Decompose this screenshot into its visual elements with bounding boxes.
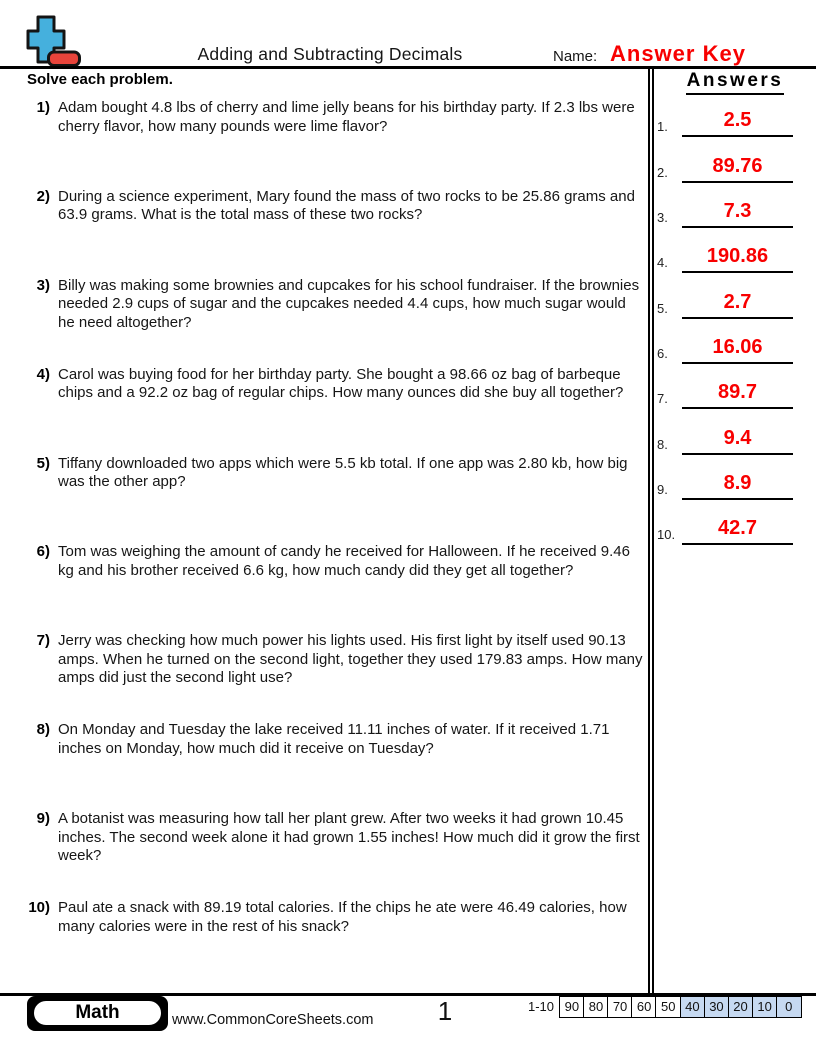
score-cell: 50 xyxy=(655,996,681,1018)
problem-number: 6) xyxy=(36,543,50,561)
problem-item xyxy=(0,632,648,721)
problem-number: 1) xyxy=(36,99,50,116)
answer-number: 4. xyxy=(657,255,668,271)
problem-item xyxy=(0,543,648,632)
answers-title: Answers xyxy=(686,70,785,95)
answers-list xyxy=(653,92,794,545)
answer-value: 42.7 xyxy=(682,517,793,545)
problem-number: 4) xyxy=(36,365,50,383)
answer-number: 7. xyxy=(657,391,668,407)
answer-row xyxy=(653,228,794,273)
problem-item xyxy=(0,99,648,188)
answer-value: 16.06 xyxy=(682,336,793,364)
header-rule xyxy=(0,66,816,69)
problem-text: Tiffany downloaded two apps which were 5.5 kb total. If one app was 2.80 kb, how big was the other app? xyxy=(58,454,628,491)
instructions-text: Solve each problem. xyxy=(27,71,173,88)
problem-number: 10) xyxy=(28,899,50,917)
answer-row xyxy=(653,409,794,454)
problem-text: On Monday and Tuesday the lake received 11.11 inches of water. If it received 1.71 inches on Monday, how much did it receive on Tuesday? xyxy=(58,721,610,757)
answer-key-text: Answer Key xyxy=(610,41,746,66)
answer-value: 190.86 xyxy=(682,245,793,273)
answer-row xyxy=(653,500,794,545)
answer-number: 9. xyxy=(657,481,668,497)
answer-number: 1. xyxy=(657,119,668,135)
problem-number: 9) xyxy=(36,810,50,828)
problem-item xyxy=(0,366,648,455)
answer-value: 2.7 xyxy=(682,291,793,319)
score-cell: 30 xyxy=(704,996,730,1018)
answer-row xyxy=(653,455,794,500)
answer-number: 8. xyxy=(657,436,668,452)
score-cell: 0 xyxy=(776,996,802,1018)
website-text: www.CommonCoreSheets.com xyxy=(172,1012,374,1028)
problem-number: 3) xyxy=(36,276,50,294)
score-range-label: 1-10 xyxy=(528,999,555,1014)
problem-text: Billy was making some brownies and cupcakes for his school fundraiser. If the brownies needed 2.9 cups of sugar and the cupcakes needed 4.4 cups, how much sugar would he need altogether? xyxy=(58,276,640,331)
problem-number: 7) xyxy=(36,632,50,650)
problem-item xyxy=(0,455,648,544)
page-number: 1 xyxy=(437,996,453,1026)
answer-value: 2.5 xyxy=(682,109,793,137)
problem-text: Adam bought 4.8 lbs of cherry and lime jelly beans for his birthday party. If 2.3 lbs were cherry flavor, how many pounds were lime flavor? xyxy=(58,99,635,135)
answer-value: 9.4 xyxy=(682,427,793,455)
score-cell: 20 xyxy=(728,996,754,1018)
name-label: Name: xyxy=(553,48,598,65)
problem-text: During a science experiment, Mary found the mass of two rocks to be 25.86 grams and 63.9 grams. What is the total mass of these two rocks? xyxy=(58,187,635,224)
score-cell: 60 xyxy=(631,996,657,1018)
problem-item xyxy=(0,188,648,277)
problem-text: Carol was buying food for her birthday party. She bought a 98.66 oz bag of barbeque chips and a 92.2 oz bag of regular chips. How many ounces did she buy all together? xyxy=(58,365,624,402)
answer-row xyxy=(653,319,794,364)
problem-text: Paul ate a snack with 89.19 total calories. If the chips he ate were 46.49 calories, how many calories were in the rest of his snack? xyxy=(58,899,627,935)
subject-badge xyxy=(27,996,168,1031)
answer-number: 10. xyxy=(657,527,676,543)
problem-item xyxy=(0,899,648,988)
answer-row xyxy=(653,364,794,409)
problem-item xyxy=(0,277,648,366)
problem-text: Tom was weighing the amount of candy he received for Halloween. If he received 9.46 kg and his brother received 6.6 kg, how much candy did they get all together? xyxy=(58,543,630,579)
problem-text: Jerry was checking how much power his lights used. His first light by itself used 90.13 amps. When he turned on the second light, together they used 179.83 amps. How many amps did just the second light use? xyxy=(58,632,643,687)
problem-item xyxy=(0,810,648,899)
score-cell: 40 xyxy=(680,996,706,1018)
problem-number: 5) xyxy=(36,454,50,472)
problem-number: 2) xyxy=(36,187,50,205)
answer-value: 8.9 xyxy=(682,472,793,500)
answer-number: 2. xyxy=(657,164,668,180)
score-cell: 80 xyxy=(583,996,609,1018)
answer-number: 3. xyxy=(657,209,668,225)
score-cell: 70 xyxy=(607,996,633,1018)
answer-row xyxy=(653,273,794,318)
score-cell: 10 xyxy=(752,996,778,1018)
answer-value: 7.3 xyxy=(682,200,793,228)
score-cell: 90 xyxy=(559,996,585,1018)
answer-value: 89.76 xyxy=(682,155,793,183)
answer-row xyxy=(653,183,794,228)
problem-text: A botanist was measuring how tall her plant grew. After two weeks it had grown 10.45 inches. The second week alone it had grown 1.55 inches! How much did it grow the first week? xyxy=(58,810,640,865)
worksheet-title: Adding and Subtracting Decimals xyxy=(197,44,463,64)
score-table xyxy=(528,996,802,1018)
problem-number: 8) xyxy=(36,721,50,739)
subject-badge-label: Math xyxy=(32,999,163,1027)
answer-value: 89.7 xyxy=(682,381,793,409)
answer-row xyxy=(653,137,794,182)
answer-number: 5. xyxy=(657,300,668,316)
answer-number: 6. xyxy=(657,345,668,361)
problems-list xyxy=(0,99,648,988)
answer-row xyxy=(653,92,794,137)
problem-item xyxy=(0,721,648,810)
